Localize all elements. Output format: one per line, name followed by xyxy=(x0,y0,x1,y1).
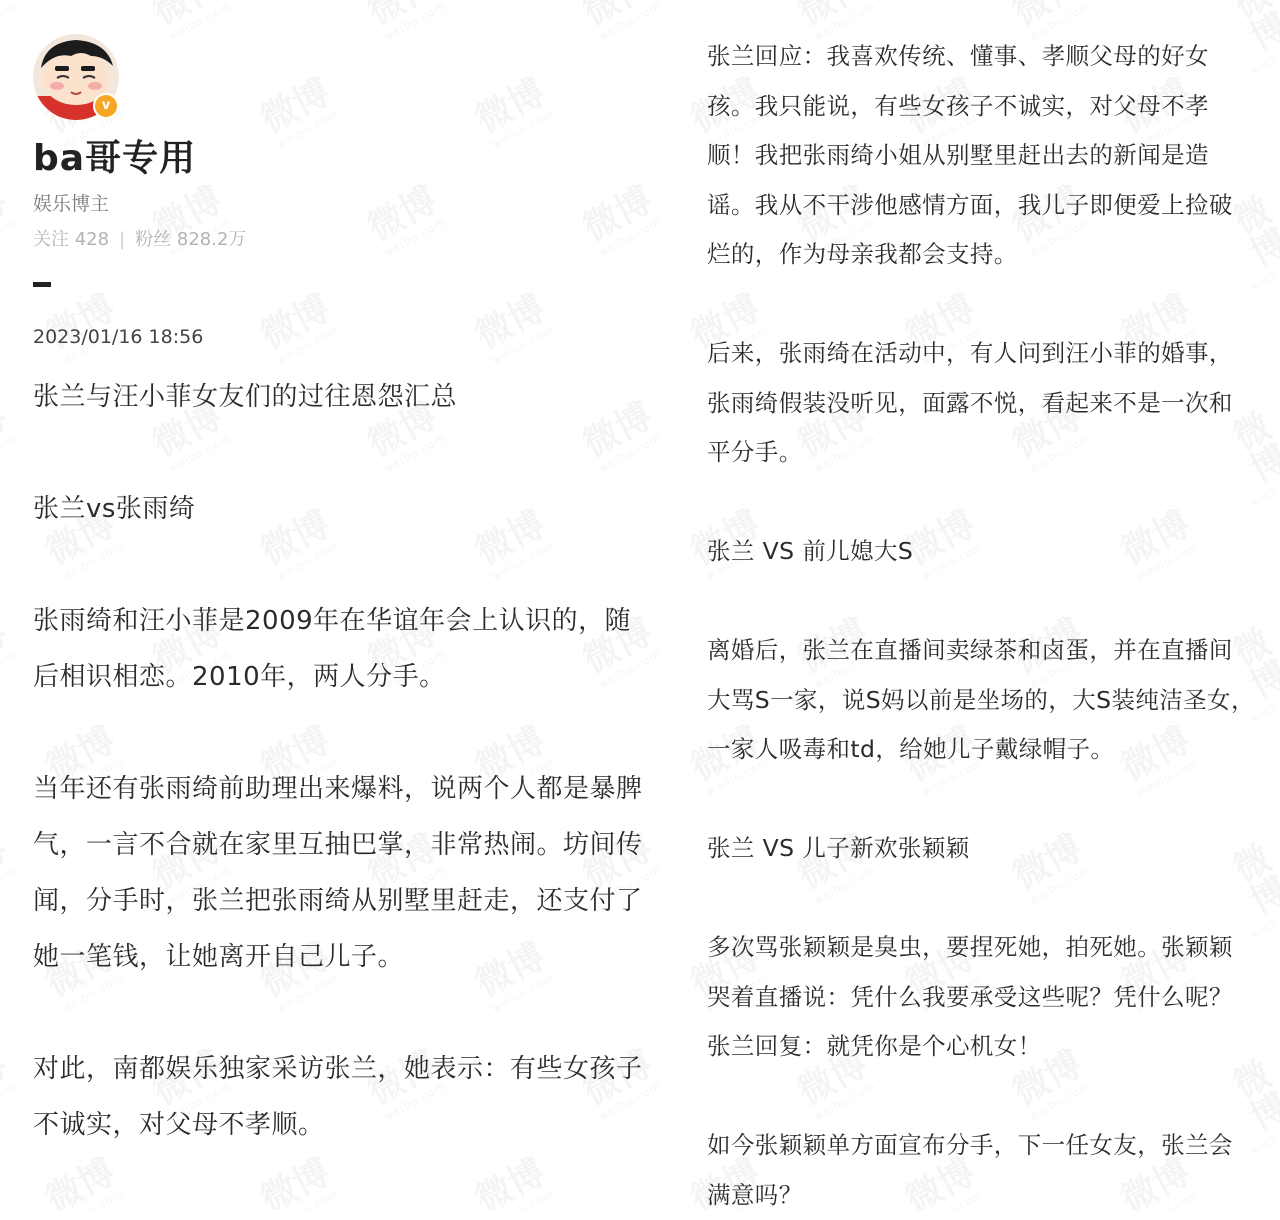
weibo-watermark xyxy=(0,830,19,907)
post-paragraph: 后来，张雨绮在活动中，有人问到汪小菲的婚事，张雨绮假装没听见，面露不悦，看起来不是一次和平分手。 xyxy=(707,339,1233,466)
weibo-watermark xyxy=(0,614,19,691)
post-paragraph: 多次骂张颖颖是臭虫，要捏死她，拍死她。张颖颖哭着直播说：凭什么我要承受这些呢？凭什么呢？张兰回复：就凭你是个心机女！ xyxy=(707,933,1233,1060)
section-heading: 张兰 VS 前儿媳大S xyxy=(707,537,914,565)
weibo-watermark xyxy=(0,1046,19,1123)
user-type-label: 娱乐博主 xyxy=(33,193,110,215)
post-paragraph: 张兰回应：我喜欢传统、懂事、孝顺父母的好女孩。我只能说，有些女孩子不诚实，对父母不孝顺！我把张雨绮小姐从别墅里赶出去的新闻是造谣。我从不干涉他感情方面，我儿子即便爱上捡破烂的，作为母亲我都会支持。 xyxy=(707,42,1233,268)
weibo-watermark xyxy=(471,1154,558,1210)
post-body-left xyxy=(33,369,653,1153)
post-paragraph: 对此，南都娱乐独家采访张兰，她表示：有些女孩子不诚实，对父母不孝顺。 xyxy=(33,1054,643,1140)
avatar[interactable] xyxy=(33,34,119,120)
post-paragraph: 离婚后，张兰在直播间卖绿茶和卤蛋，并在直播间大骂S一家，说S妈以前是坐场的，大S装纯洁圣女，一家人吸毒和td，给她儿子戴绿帽子。 xyxy=(707,636,1255,763)
weibo-watermark xyxy=(0,0,19,43)
post-paragraph: 当年还有张雨绮前助理出来爆料，说两个人都是暴脾气，一言不合就在家里互抽巴掌，非常热闹。坊间传闻，分手时，张兰把张雨绮从别墅里赶走，还支付了她一笔钱，让她离开自己儿子。 xyxy=(33,774,643,972)
following-label: 关注 xyxy=(33,229,69,250)
right-column xyxy=(707,32,1255,1220)
fans-label: 粉丝 xyxy=(135,229,172,250)
left-column xyxy=(33,34,653,1153)
post-paragraph: 张兰与汪小菲女友们的过往恩怨汇总 xyxy=(33,382,458,412)
stats-separator: | xyxy=(119,229,126,250)
section-heading: 张兰 VS 儿子新欢张颖颖 xyxy=(707,834,970,862)
divider-mark xyxy=(33,282,51,287)
weibo-watermark xyxy=(41,1154,128,1210)
verified-badge-icon: v xyxy=(93,93,119,119)
following-count[interactable]: 428 xyxy=(74,229,110,250)
post-paragraph: 如今张颖颖单方面宣布分手，下一任女友，张兰会满意吗？ xyxy=(707,1131,1233,1209)
username[interactable]: ba哥专用 xyxy=(33,138,197,179)
weibo-watermark xyxy=(256,1154,343,1210)
section-heading: 张兰vs张雨绮 xyxy=(33,494,196,524)
follow-stats xyxy=(33,228,653,252)
post-paragraph: 张雨绮和汪小菲是2009年在华谊年会上认识的，随后相识相恋。2010年，两人分手。 xyxy=(33,606,632,692)
weibo-watermark xyxy=(0,182,19,259)
fans-count[interactable]: 828.2万 xyxy=(176,229,247,250)
post-timestamp: 2023/01/16 18:56 xyxy=(33,326,204,348)
weibo-watermark xyxy=(0,398,19,475)
